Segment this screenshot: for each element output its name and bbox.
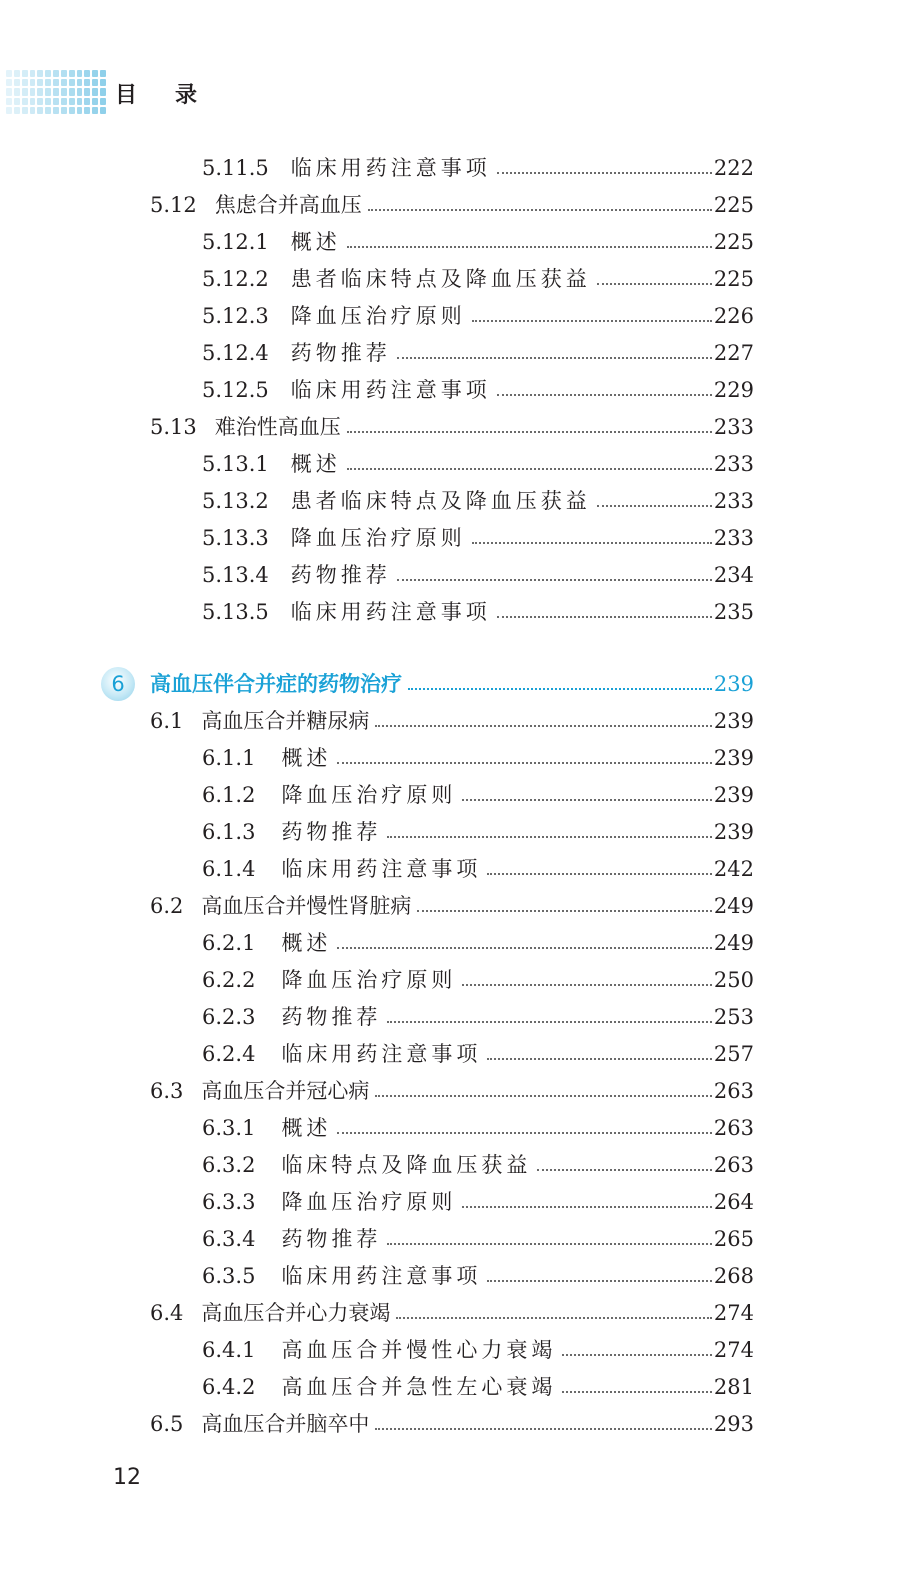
toc-title: 概述 [290,452,341,476]
dot-leader [562,1389,711,1393]
toc-number: 6.1.2 [202,783,256,807]
toc-section-row[interactable] [150,412,754,442]
toc-number: 6.5 [150,1412,184,1436]
pattern-square [61,107,67,114]
toc-number: 6.1.1 [202,746,256,770]
dot-leader [387,1019,711,1023]
toc-subsection-row[interactable] [202,1261,754,1291]
toc-title: 高血压合并冠心病 [201,1079,370,1103]
pattern-square [100,70,106,77]
toc-page-number: 239 [713,820,754,844]
pattern-square [37,70,43,77]
pattern-square [45,70,51,77]
toc-subsection-row[interactable] [202,928,754,958]
toc-page-number: 225 [713,267,754,291]
toc-number: 6.3.4 [202,1227,256,1251]
pattern-square [45,98,51,105]
toc-number: 6.2 [150,894,184,918]
dot-leader [375,723,712,727]
toc-subsection-row[interactable] [202,1335,754,1365]
pattern-square [14,70,20,77]
pattern-square [100,107,106,114]
toc-page-number: 235 [713,600,754,624]
pattern-square [61,88,67,95]
pattern-square [53,88,59,95]
toc-page-number: 239 [713,746,754,770]
toc-number: 6.2.1 [202,931,256,955]
dot-leader [472,540,712,544]
dot-leader [497,392,712,396]
pattern-square [37,88,43,95]
toc-title: 焦虑合并高血压 [214,193,362,217]
toc-title: 临床用药注意事项 [290,156,491,180]
pattern-square [77,79,83,86]
toc-page-number: 239 [713,783,754,807]
pattern-square [84,70,90,77]
toc-page-number: 225 [713,230,754,254]
toc-page-number: 263 [713,1153,754,1177]
dot-leader [397,577,712,581]
dot-leader [387,1241,711,1245]
dot-leader [562,1352,711,1356]
pattern-square [92,107,98,114]
toc-number: 6.2.3 [202,1005,256,1029]
dot-leader [396,1315,712,1319]
toc-number: 5.12 [150,193,197,217]
toc-title: 降血压治疗原则 [290,526,466,550]
toc-subsection-row[interactable] [202,1113,754,1143]
pattern-square [61,98,67,105]
toc-subsection-row[interactable] [202,965,754,995]
toc-subsection-row[interactable] [202,854,754,884]
toc-title: 临床用药注意事项 [290,378,491,402]
dot-leader [597,503,712,507]
toc-subsection-row[interactable] [202,817,754,847]
dot-leader [597,281,712,285]
pattern-square [37,79,43,86]
toc-page-number: 281 [713,1375,754,1399]
toc-number: 5.13.2 [202,489,269,513]
toc-title: 概述 [281,931,332,955]
toc-number: 5.12.3 [202,304,269,328]
pattern-square [69,70,75,77]
toc-subsection-row[interactable] [202,780,754,810]
toc-subsection-row[interactable] [202,597,754,627]
pattern-square [14,79,20,86]
dot-leader [462,1204,711,1208]
pattern-square [6,70,12,77]
toc-number: 6.3.1 [202,1116,256,1140]
pattern-square [30,70,36,77]
dot-leader [375,1093,712,1097]
toc-subsection-row[interactable] [202,743,754,773]
toc-title: 临床特点及降血压获益 [281,1153,532,1177]
pattern-square [14,88,20,95]
pattern-square [6,79,12,86]
toc-number: 5.12.1 [202,230,269,254]
toc-subsection-row[interactable] [202,227,754,257]
toc-subsection-row[interactable] [202,1224,754,1254]
toc-title: 临床用药注意事项 [281,1264,482,1288]
dot-leader [387,834,711,838]
toc-page-number: 257 [713,1042,754,1066]
toc-number: 6.3.2 [202,1153,256,1177]
pattern-square [84,79,90,86]
toc-subsection-row[interactable] [202,560,754,590]
toc-number: 6.4.1 [202,1338,256,1362]
pattern-square [30,79,36,86]
dot-leader [347,244,712,248]
toc-title: 高血压合并慢性肾脏病 [201,894,412,918]
toc-page-number: 263 [713,1116,754,1140]
toc-page-number: 265 [713,1227,754,1251]
toc-page-number: 229 [713,378,754,402]
pattern-square [92,70,98,77]
toc-number: 6.2.2 [202,968,256,992]
dot-leader [347,429,712,433]
pattern-square [100,79,106,86]
dot-leader [368,207,712,211]
pattern-square [100,98,106,105]
toc-title: 降血压治疗原则 [281,968,457,992]
toc-page-number: 242 [713,857,754,881]
pattern-square [22,79,28,86]
toc-page-number: 222 [713,156,754,180]
toc-page-number: 233 [713,526,754,550]
toc-number: 5.13.3 [202,526,269,550]
toc-title: 概述 [281,746,332,770]
toc-page-number: 225 [713,193,754,217]
toc-page-number: 233 [713,489,754,513]
toc-number: 5.12.4 [202,341,269,365]
dot-leader [487,1056,711,1060]
page-header-title [115,78,197,109]
pattern-square [37,107,43,114]
pattern-square [92,88,98,95]
toc-title: 概述 [290,230,341,254]
toc-number: 5.13.4 [202,563,269,587]
pattern-square [84,98,90,105]
toc-number: 6.3 [150,1079,184,1103]
pattern-square [6,88,12,95]
toc-title: 患者临床特点及降血压获益 [290,267,591,291]
pattern-square [37,98,43,105]
dot-leader [472,318,712,322]
dot-leader [487,1278,711,1282]
dot-leader [462,797,711,801]
toc-number: 6.4 [150,1301,184,1325]
toc-subsection-row[interactable] [202,523,754,553]
chapter-number-badge: 6 [101,667,135,701]
pattern-square [53,98,59,105]
toc-subsection-row[interactable] [202,1039,754,1069]
toc-title: 药物推荐 [281,1005,382,1029]
dot-leader [397,355,712,359]
dot-leader [537,1167,711,1171]
pattern-square [100,88,106,95]
toc-title: 药物推荐 [281,1227,382,1251]
dot-leader [337,1130,711,1134]
toc-page-number: 249 [713,931,754,955]
toc-title: 降血压治疗原则 [281,1190,457,1214]
dot-leader [497,614,712,618]
toc-number: 6.3.5 [202,1264,256,1288]
pattern-square [77,88,83,95]
toc-subsection-row[interactable] [202,1150,754,1180]
toc-subsection-row[interactable] [202,1372,754,1402]
header-title-char-2: 录 [175,83,198,108]
toc-number: 6.1.4 [202,857,256,881]
toc-page-number: 263 [713,1079,754,1103]
chapter-page-number: 239 [713,672,754,696]
pattern-square [53,79,59,86]
toc-page-number: 293 [713,1412,754,1436]
pattern-square [53,107,59,114]
toc-title: 概述 [281,1116,332,1140]
toc-section-row[interactable] [150,190,754,220]
toc-subsection-row[interactable] [202,449,754,479]
pattern-square [69,88,75,95]
toc-title: 临床用药注意事项 [290,600,491,624]
pattern-square [30,98,36,105]
pattern-square [30,107,36,114]
toc-title: 降血压治疗原则 [290,304,466,328]
pattern-square [45,107,51,114]
toc-title: 难治性高血压 [214,415,341,439]
toc-page-number: 253 [713,1005,754,1029]
pattern-square [22,98,28,105]
header-decorative-pattern [6,70,106,114]
pattern-square [53,70,59,77]
pattern-square [6,107,12,114]
toc-section-row[interactable] [150,706,754,736]
toc-page-number: 264 [713,1190,754,1214]
dot-leader [462,982,711,986]
dot-leader [417,908,712,912]
pattern-square [30,88,36,95]
pattern-square [6,98,12,105]
toc-subsection-row[interactable] [202,486,754,516]
toc-subsection-row[interactable] [202,1002,754,1032]
toc-title: 临床用药注意事项 [281,1042,482,1066]
pattern-square [77,107,83,114]
toc-page-number: 268 [713,1264,754,1288]
toc-section-row[interactable] [150,891,754,921]
toc-title: 高血压合并脑卒中 [201,1412,370,1436]
toc-page-number: 233 [713,415,754,439]
toc-title: 高血压合并糖尿病 [201,709,370,733]
dot-leader [487,871,711,875]
toc-number: 6.4.2 [202,1375,256,1399]
pattern-square [84,107,90,114]
toc-subsection-row[interactable] [202,1187,754,1217]
toc-section-row[interactable] [150,1076,754,1106]
toc-subsection-row[interactable] [202,301,754,331]
dot-leader [497,170,712,174]
pattern-square [77,70,83,77]
toc-number: 6.1 [150,709,184,733]
toc-page-number: 274 [713,1338,754,1362]
toc-page-number: 239 [713,709,754,733]
toc-page-number: 227 [713,341,754,365]
pattern-square [22,70,28,77]
pattern-square [69,98,75,105]
header-title-char-1: 目 [115,83,138,108]
pattern-square [45,88,51,95]
pattern-square [14,107,20,114]
dot-leader [337,760,711,764]
toc-number: 6.1.3 [202,820,256,844]
toc-number: 6.2.4 [202,1042,256,1066]
pattern-square [84,88,90,95]
pattern-square [69,107,75,114]
chapter-row[interactable] [150,669,754,699]
pattern-square [22,107,28,114]
toc-number: 5.12.5 [202,378,269,402]
toc-title: 药物推荐 [290,341,391,365]
pattern-square [61,79,67,86]
toc-title: 高血压合并慢性心力衰竭 [281,1338,557,1362]
toc-section-row[interactable] [150,1298,754,1328]
toc-page-number: 250 [713,968,754,992]
pattern-square [92,79,98,86]
page-number: 12 [113,1465,141,1490]
toc-title: 高血压合并急性左心衰竭 [281,1375,557,1399]
pattern-square [22,88,28,95]
pattern-square [45,79,51,86]
toc-number: 5.11.5 [202,156,269,180]
toc-number: 5.13.1 [202,452,269,476]
dot-leader [408,686,712,690]
toc-subsection-row[interactable] [202,338,754,368]
pattern-square [77,98,83,105]
toc-section-row[interactable] [150,1409,754,1439]
toc-subsection-row[interactable] [202,375,754,405]
toc-page-number: 249 [713,894,754,918]
chapter-title: 高血压伴合并症的药物治疗 [150,672,402,696]
pattern-square [61,70,67,77]
toc-title: 药物推荐 [290,563,391,587]
toc-number: 5.13.5 [202,600,269,624]
toc-subsection-row[interactable] [202,153,754,183]
pattern-square [92,98,98,105]
toc-page-number: 234 [713,563,754,587]
toc-title: 患者临床特点及降血压获益 [290,489,591,513]
toc-page-number: 274 [713,1301,754,1325]
toc-page-number: 226 [713,304,754,328]
dot-leader [375,1426,712,1430]
toc-number: 5.13 [150,415,197,439]
toc-title: 临床用药注意事项 [281,857,482,881]
toc-subsection-row[interactable] [202,264,754,294]
dot-leader [347,466,712,470]
toc-page-number: 233 [713,452,754,476]
toc-number: 5.12.2 [202,267,269,291]
toc-title: 降血压治疗原则 [281,783,457,807]
pattern-square [69,79,75,86]
toc-title: 高血压合并心力衰竭 [201,1301,391,1325]
pattern-square [14,98,20,105]
toc-number: 6.3.3 [202,1190,256,1214]
dot-leader [337,945,711,949]
toc-title: 药物推荐 [281,820,382,844]
